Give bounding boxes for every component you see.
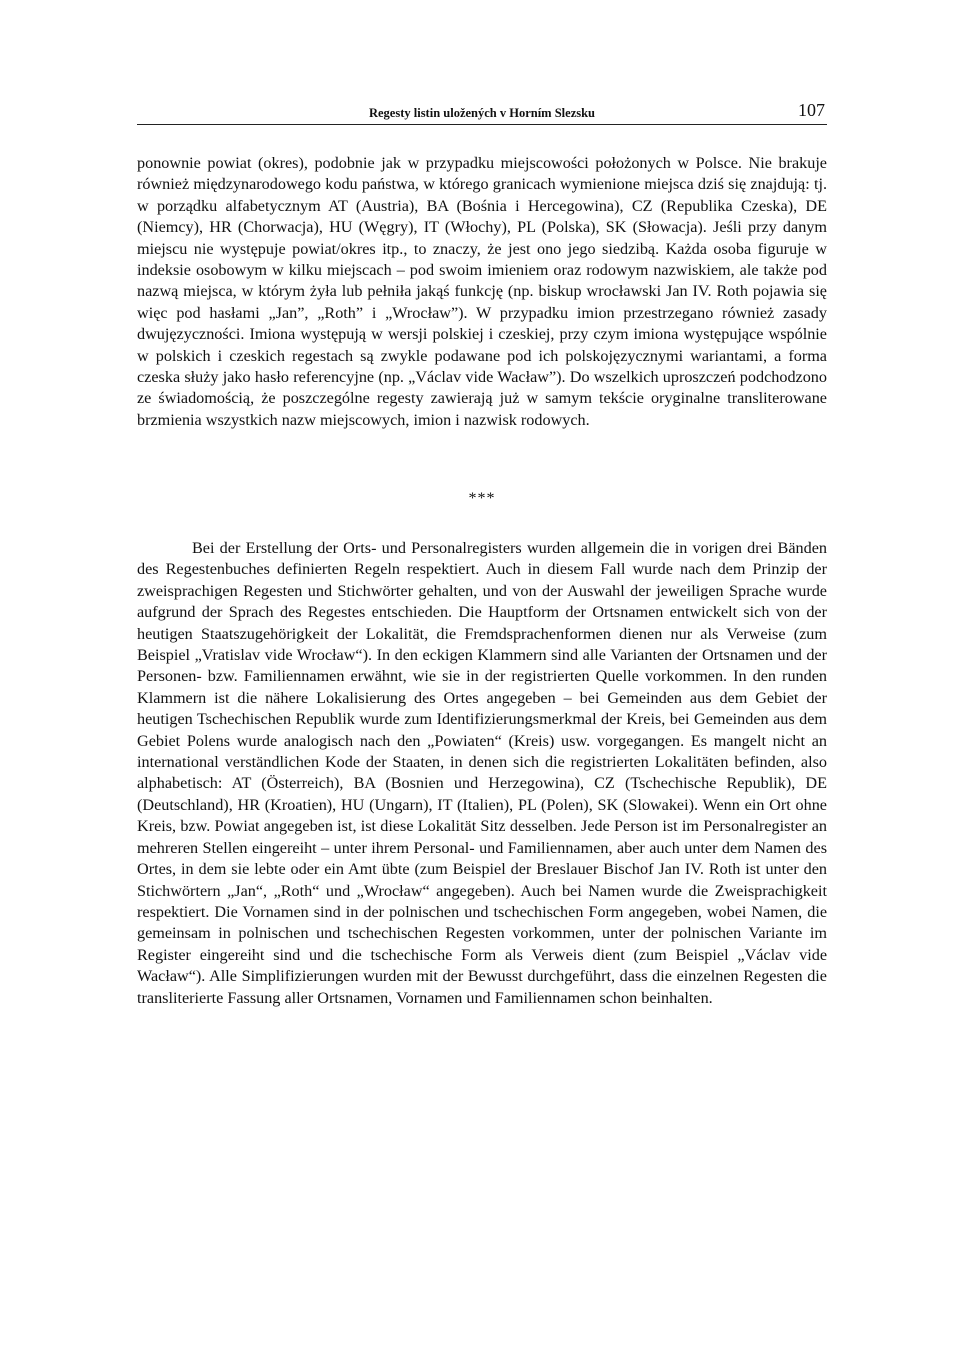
- section-separator: ***: [468, 490, 496, 507]
- paragraph-german: Bei der Erstellung der Orts- und Personalregisters wurden allgemein die in vorigen drei Bänden des Regestenbuches definierten Regeln respektiert. Auch in diesem Fall wurde nach dem Prinzip der zweisprachigen Regesten und Stichwörter gehalten, und von der Auswahl der jeweiligen Sprache wurde aufgrund der Sprach des Regestes entschieden. Die Hauptform der Ortsnamen entwickelt sich von der heutigen Staatszugehörigkeit der Lokalität, die Fremdsprachenformen dienen nur als Verweise (zum Beispiel „Vratislav vide Wrocław“). In den eckigen Klammern sind alle Varianten der Ortsnamen und der Personen- bzw. Familiennamen erwähnt, wie sie in der registrierten Quelle vorkommen. In den runden Klammern ist die nähere Lokalisierung des Ortes angegeben – bei Gemeinden aus dem Gebiet der heutigen Tschechischen Republik wurde zum Identifizierungsmerkmal der Kreis, bei Gemeinden aus dem Gebiet Polens wurde analogisch nach den „Powiaten“ (Kreis) usw. vorgegangen. Es mangelt nicht an international verständlichen Kode der Staaten, in denen sich die registrierten Lokalitäten befinden, also alphabetisch: AT (Österreich), BA (Bosnien und Herzegowina), CZ (Tschechische Republik), DE (Deutschland), HR (Kroatien), HU (Ungarn), IT (Italien), PL (Polen), SK (Slowakei). Wenn ein Ort ohne Kreis, bzw. Powiat angegeben ist, ist diese Lokalität Sitz desselben. Jede Person ist im Personalregister an mehreren Stellen eingereiht – unter ihrem Personal- und Familiennamen, aber auch unter dem Namen des Ortes, in dem sie lebte oder ein Amt übte (zum Beispiel der Breslauer Bischof Jan IV. Roth ist unter den Stichwörtern „Jan“, „Roth“ und „Wrocław“ angegeben). Auch bei Namen wurde die Zweisprachigkeit respektiert. Die Vornamen sind in der polnischen und tschechischen Form angegeben, wobei Namen, die gemeinsam in polnischen und tschechischen Regesten vorkommen, unter der polnischen Variante im Register eingereiht sind und die tschechische Form als Verweis dient (zum Beispiel „Václav vide Wacław“). Alle Simplifizierungen wurden mit der Bewusst durchgeführt, dass die einzelnen Regesten die transliterierte Fassung aller Ortsnamen, Vornamen und Familiennamen schon beinhalten.: [137, 539, 827, 1007]
- running-header: [137, 100, 827, 125]
- page-number: 107: [798, 100, 825, 120]
- running-title: Regesty listin uložených v Horním Slezsku: [368, 106, 596, 120]
- paragraph-polish: ponownie powiat (okres), podobnie jak w przypadku miejscowości położonych w Polsce. Nie brakuje również międzynarodowego kodu państwa, w którego granicach wymienione miejsca dziś się znajdują: tj. w porządku alfabetycznym AT (Austria), BA (Bośnia i Hercegowina), CZ (Republika Czeska), DE (Niemcy), HR (Chorwacja), HU (Węgry), IT (Włochy), PL (Polska), SK (Słowacja). Jeśli przy danym miejscu nie występuje powiat/okres itp., to znaczy, że jest ono jego siedzibą. Każda osoba figuruje w indeksie osobowym w kilku miejscach – pod swoim imieniem oraz rodowym nazwiskiem, ale także pod nazwą miejsca, w którym żyła lub pełniła jakąś funkcję (np. biskup wrocławski Jan IV. Roth pojawia się więc pod hasłami „Jan”, „Roth” i „Wrocław”). W przypadku imion przestrzegano również zasady dwujęzyczności. Imiona występują w wersji polskiej i czeskiej, przy czym imiona występujące wspólnie w polskich i czeskich regestach są zwykle podawane pod ich polskojęzycznymi wariantami, a forma czeska służy jako hasło referencyjne (np. „Václav vide Wacław”). Do wszelkich uproszczeń podchodzono ze świadomością, że poszczególne regesty zawierają już w samym tekście oryginalne transliterowane brzmienia wszystkich nazw miejscowych, imion i nazwisk rodowych.: [137, 154, 827, 429]
